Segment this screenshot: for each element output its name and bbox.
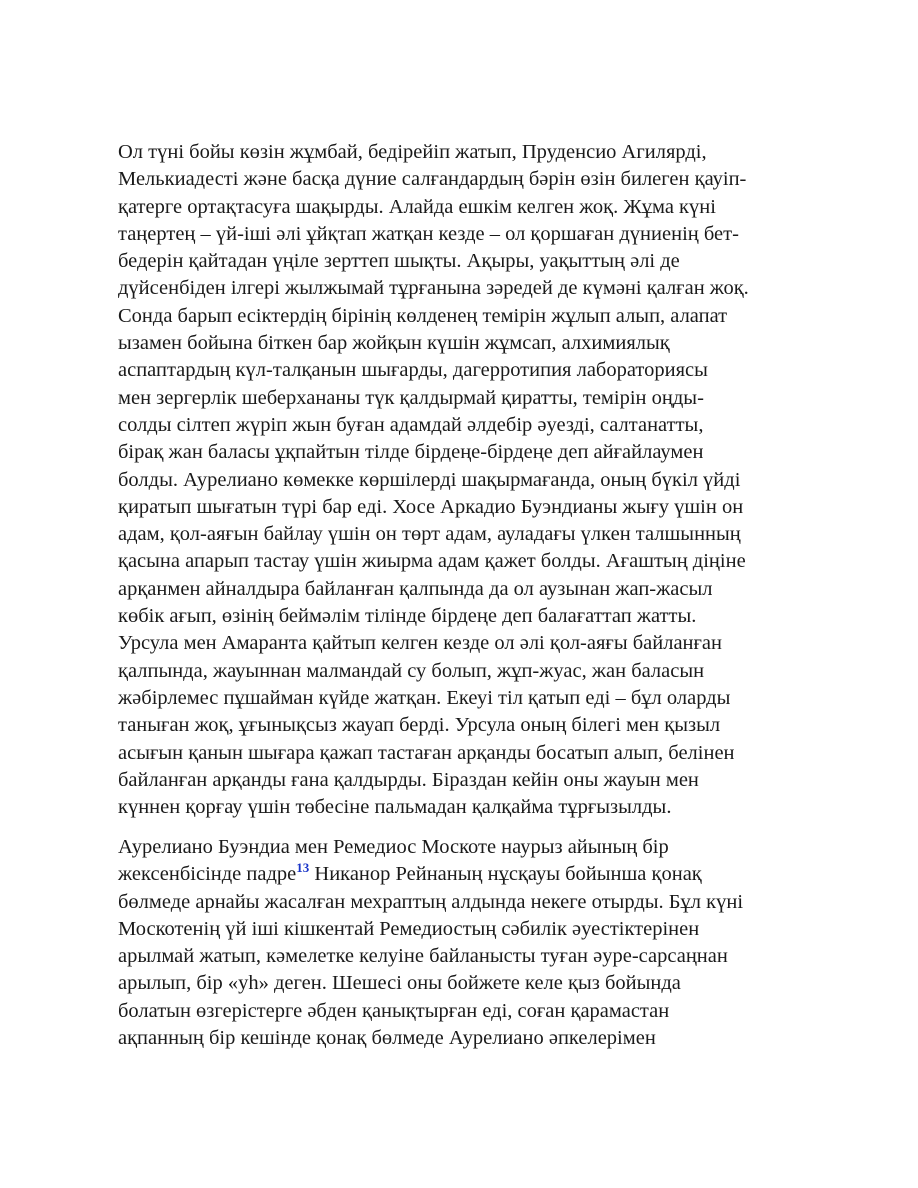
- text-line: бедерін қайтадан үңіле зерттеп шықты. Ақыры, уақыттың әлі де: [118, 250, 680, 273]
- text-line: қатерге ортақтасуға шақырды. Алайда ешкім келген жоқ. Жұма күні: [118, 195, 716, 218]
- text-line: аспаптардың күл-талқанын шығарды, дагерротипия лабораториясы: [118, 359, 708, 382]
- text-line: арқанмен айналдыра байланған қалпында да ол аузынан жап-жасыл: [118, 577, 713, 600]
- text-segment: Никанор Рейнаның нұсқауы бойынша қонақ: [309, 863, 702, 886]
- text-line: Ол түні бойы көзін жұмбай, бедірейіп жатып, Пруденсио Агилярді,: [118, 141, 707, 163]
- text-segment: жексенбісінде падре: [118, 863, 297, 886]
- text-line: жәбірлемес пұшайман күйде жатқан. Екеуі тіл қатып еді – бұл оларды: [118, 686, 731, 709]
- text-line: асығын қанын шығара қажап тастаған арқанды босатып алып, белінен: [118, 741, 735, 764]
- text-line: көбік ағып, өзінің беймәлім тілінде бірдеңе деп балағаттап жатты.: [118, 605, 697, 628]
- text-line: Урсула мен Амаранта қайтып келген кезде ол әлі қол-аяғы байланған: [118, 632, 722, 655]
- paragraph-1: [118, 139, 818, 821]
- text-line: қалпында, жауыннан малмандай су болып, жұп-жуас, жан баласын: [118, 659, 705, 682]
- text-line: ақпанның бір кешінде қонақ бөлмеде Аурелиано әпкелерімен: [118, 1027, 656, 1050]
- text-line: күннен қорғау үшін төбесіне пальмадан қалқайма тұрғызылды.: [118, 796, 672, 819]
- footnote-link[interactable]: 13: [296, 860, 310, 876]
- text-line: Москотенің үй іші кішкентай Ремедиостың сәбилік әуестіктерінен: [118, 917, 700, 940]
- text-line: ызамен бойына біткен бар жойқын күшін жұмсап, алхимиялық: [118, 332, 670, 355]
- text-line: бөлмеде арнайы жасалған мехраптың алдында некеге отырды. Бұл күні: [118, 890, 744, 913]
- text-line: болатын өзгерістерге әбден қанықтырған еді, соған қарамастан: [118, 999, 670, 1022]
- text-line: дүйсенбіден ілгері жылжымай тұрғанына зәредей де күмәні қалған жоқ.: [118, 277, 749, 300]
- text-line: Аурелиано Буэндиа мен Ремедиос Москоте наурыз айының бір: [118, 836, 669, 858]
- text-line: Сонда барып есіктердің бірінің көлденең темірін жұлып алып, алапат: [118, 304, 728, 327]
- text-line: Мелькиадесті және басқа дүние салғандардың бәрін өзін билеген қауіп-: [118, 168, 747, 191]
- text-line: адам, қол-аяғын байлау үшін он төрт адам, ауладағы үлкен талшынның: [118, 523, 741, 546]
- text-line: қиратып шығатын түрі бар еді. Хосе Аркадио Буэндианы жығу үшін он: [118, 495, 744, 518]
- text-line: болды. Аурелиано көмекке көршілерді шақырмағанда, оның бүкіл үйді: [118, 468, 741, 491]
- text-line: арылмай жатып, кәмелетке келуіне байланысты туған әуре-сарсаңнан: [118, 945, 728, 968]
- text-line: солды сілтеп жүріп жын буған адамдай әлдебір әуезді, салтанатты,: [118, 413, 704, 436]
- text-line: мен зергерлік шеберхананы түк қалдырмай қиратты, темірін оңды-: [118, 386, 704, 409]
- text-line: таныған жоқ, ұғынықсыз жауап берді. Урсула оның білегі мен қызыл: [118, 714, 721, 737]
- text-line: бірақ жан баласы ұқпайтын тілде бірдеңе-бірдеңе деп айғайлаумен: [118, 441, 704, 464]
- paragraph-2: [118, 834, 818, 1052]
- text-line: байланған арқанды ғана қалдырды. Біраздан кейін оны жауын мен: [118, 768, 699, 791]
- text-line: қасына апарып тастау үшін жиырма адам қажет болды. Ағаштың діңіне: [118, 550, 746, 573]
- text-line-with-footnote: [118, 861, 818, 888]
- text-line: таңертең – үй-іші әлі ұйқтап жатқан кезде – ол қоршаған дүниенің бет-: [118, 222, 739, 245]
- text-line: арылып, бір «уһ» деген. Шешесі оны бойжете келе қыз бойында: [118, 972, 681, 995]
